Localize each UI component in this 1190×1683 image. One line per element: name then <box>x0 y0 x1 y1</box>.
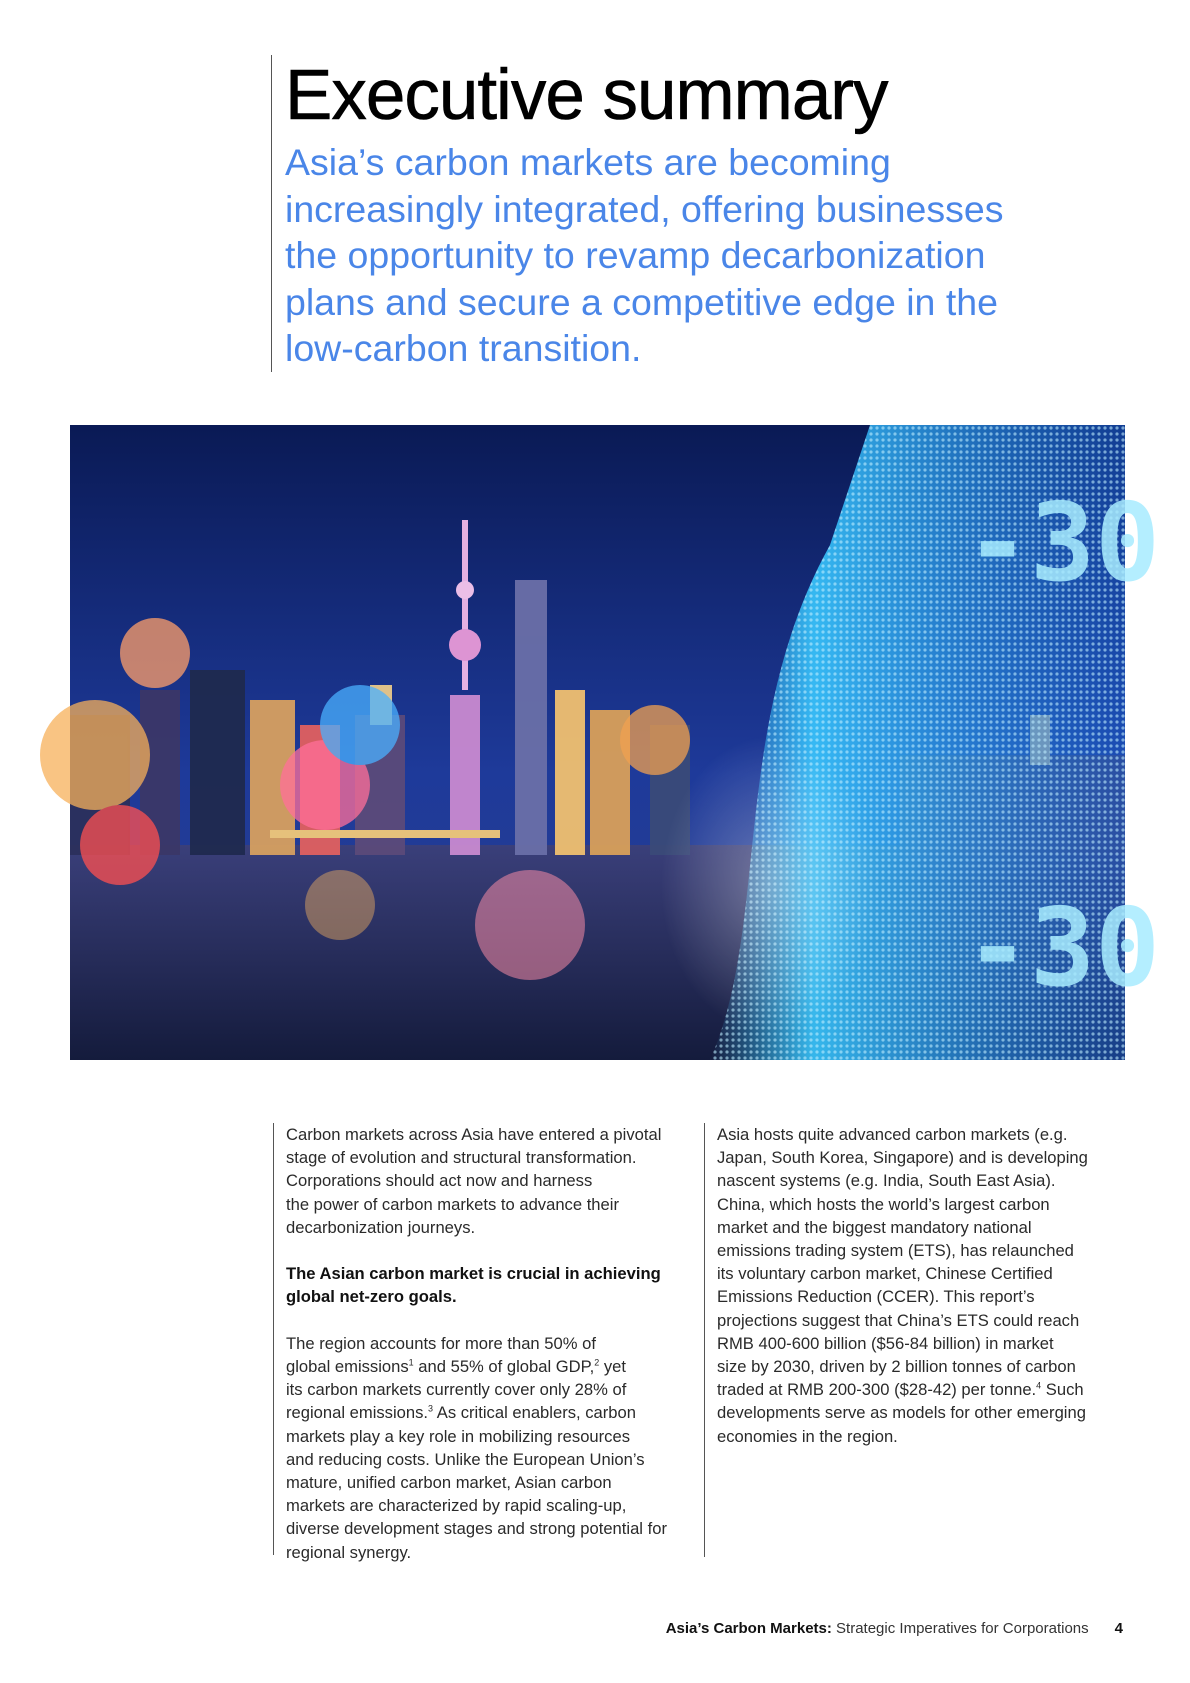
text-run: and 55% of global GDP, <box>413 1357 595 1376</box>
text-line <box>286 1355 688 1378</box>
subtitle-line: Asia’s carbon markets are becoming <box>285 141 891 183</box>
subtitle-line: increasingly integrated, offering businesses <box>285 187 1004 230</box>
page-subtitle <box>285 139 1085 372</box>
text-line: stage of evolution and structural transformation. <box>286 1148 637 1168</box>
text-line: decarbonization journeys. <box>286 1217 476 1237</box>
ticker-text-bottom: -30 <box>965 886 1161 1011</box>
text-line: projections suggest that China’s ETS could reach <box>717 1310 1080 1330</box>
text-line: developments serve as models for other emerging <box>717 1403 1086 1423</box>
text-line: The region accounts for more than 50% of <box>286 1333 596 1353</box>
text-line: markets are characterized by rapid scaling-up, <box>286 1496 627 1516</box>
text-line: regional synergy. <box>286 1542 412 1562</box>
text-line: markets play a key role in mobilizing resources <box>286 1426 630 1446</box>
title-block <box>271 55 1085 372</box>
report-subtitle: Strategic Imperatives for Corporations <box>831 1620 1089 1637</box>
report-title: Asia’s Carbon Markets: <box>665 1620 832 1637</box>
text-line <box>286 1401 688 1424</box>
hero-image <box>70 425 1161 1060</box>
page-footer <box>666 1620 1123 1637</box>
text-line: and reducing costs. Unlike the European Union’s <box>286 1449 645 1469</box>
text-line: size by 2030, driven by 2 billion tonnes of carbon <box>717 1357 1076 1377</box>
footnote-ref: 4 <box>1036 1380 1042 1391</box>
text-run: As critical enablers, carbon <box>433 1403 636 1423</box>
footnote-ref: 1 <box>408 1357 414 1368</box>
ticker-text-top: -30 <box>965 481 1161 606</box>
footnote-ref: 2 <box>594 1357 600 1368</box>
text-line: global net-zero goals. <box>286 1287 457 1307</box>
subtitle-line: plans and secure a competitive edge in the <box>285 280 998 323</box>
text-line: Emissions Reduction (CCER). This report’s <box>717 1287 1035 1307</box>
text-line: its carbon markets currently cover only 28% of <box>286 1380 627 1400</box>
text-line: The Asian carbon market is crucial in achieving <box>286 1264 661 1284</box>
text-line: diverse development stages and strong potential for <box>286 1519 667 1539</box>
text-run: global emissions <box>286 1357 409 1376</box>
subtitle-line: low-carbon transition. <box>285 327 642 369</box>
text-line: China, which hosts the world’s largest carbon <box>717 1194 1050 1214</box>
section-heading <box>286 1262 688 1308</box>
text-line: Corporations should act now and harness <box>286 1171 593 1191</box>
intro-paragraph <box>286 1123 688 1239</box>
text-line: Japan, South Korea, Singapore) and is developing <box>717 1148 1088 1168</box>
footnote-ref: 3 <box>428 1403 434 1414</box>
text-line: the power of carbon markets to advance their <box>286 1194 619 1214</box>
subtitle-line: the opportunity to revamp decarbonization <box>285 234 986 276</box>
text-line: Carbon markets across Asia have entered a pivotal <box>286 1125 662 1144</box>
text-line: market and the biggest mandatory national <box>717 1217 1032 1237</box>
text-line: economies in the region. <box>717 1426 898 1446</box>
text-line: nascent systems (e.g. India, South East Asia). <box>717 1171 1056 1191</box>
page-number: 4 <box>1114 1620 1123 1637</box>
text-line <box>717 1378 1119 1401</box>
right-column <box>704 1123 1119 1557</box>
text-run: regional emissions. <box>286 1403 429 1423</box>
text-run: Such <box>1041 1380 1084 1400</box>
text-line: mature, unified carbon market, Asian carbon <box>286 1473 612 1493</box>
body-paragraph <box>717 1123 1119 1448</box>
text-line: Asia hosts quite advanced carbon markets (e.g. <box>717 1125 1068 1144</box>
text-run: yet <box>599 1357 626 1376</box>
text-line: its voluntary carbon market, Chinese Certified <box>717 1264 1053 1284</box>
city-skyline-stock-ticker-photo <box>70 425 1161 1060</box>
text-line: RMB 400-600 billion ($56-84 billion) in market <box>717 1333 1054 1353</box>
left-column <box>273 1123 688 1562</box>
body-paragraph <box>286 1332 688 1564</box>
page-title: Executive summary <box>285 56 888 135</box>
text-line: emissions trading system (ETS), has relaunched <box>717 1241 1074 1261</box>
text-run: traded at RMB 200-300 ($28-42) per tonne. <box>717 1380 1037 1400</box>
